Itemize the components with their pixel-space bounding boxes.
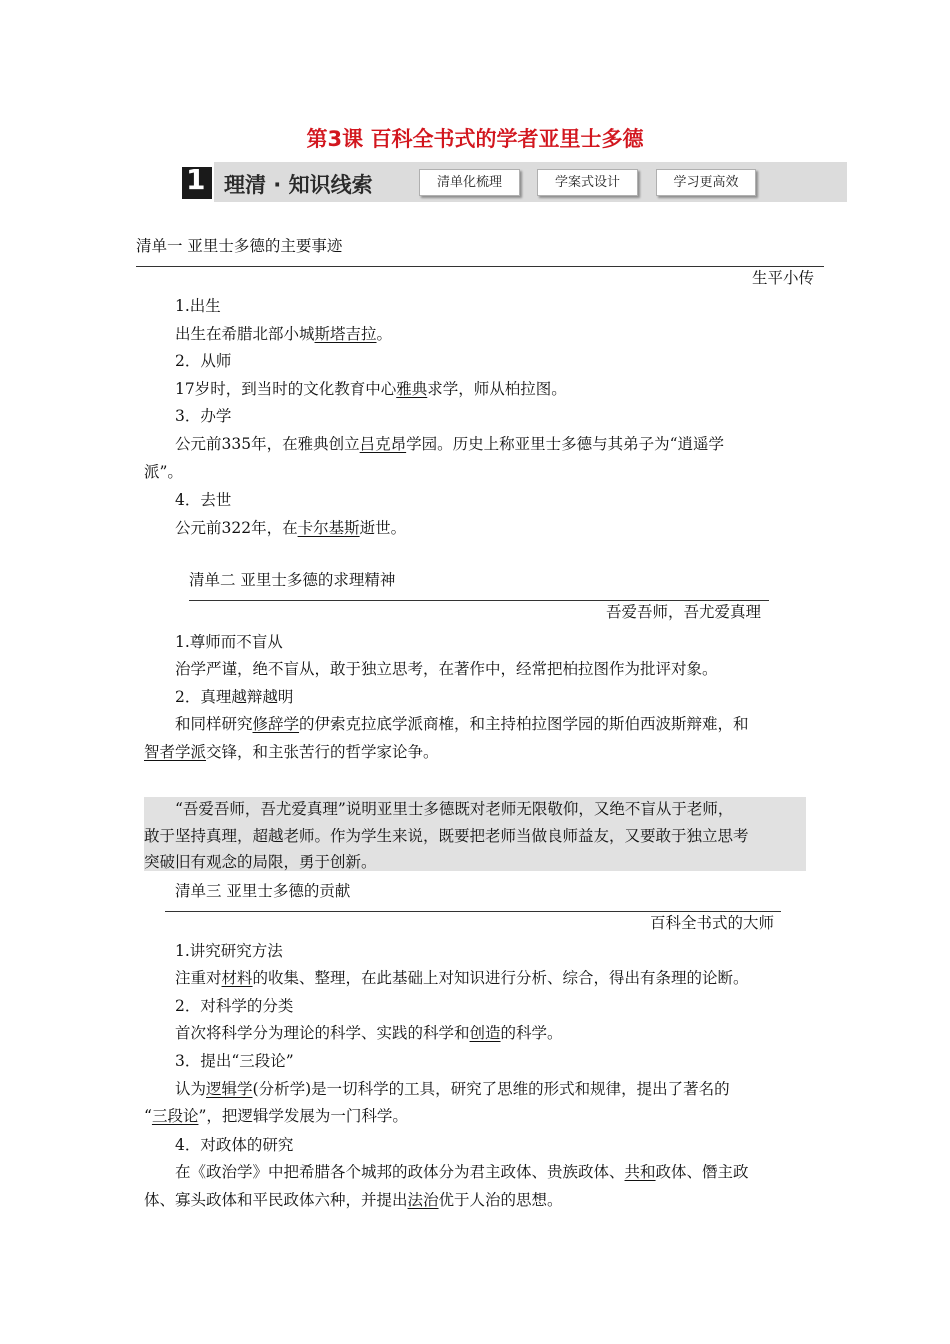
item-text: 17岁时，到当时的文化教育中心雅典求学，师从柏拉图。: [175, 380, 567, 398]
section-3-rule: [165, 911, 781, 912]
item-text: 认为逻辑学(分析学)是一切科学的工具，研究了思维的形式和规律，提出了著名的: [175, 1080, 730, 1098]
section-2-heading: 清单二 亚里士多德的求理精神: [189, 571, 396, 589]
section-1-heading: 清单一 亚里士多德的主要事迹: [136, 237, 343, 255]
item-text-cont: 派”。: [144, 463, 183, 481]
item-text-cont: 智者学派交锋，和主张苦行的哲学家论争。: [144, 743, 439, 761]
item-title: 1.出生: [175, 297, 221, 315]
item-text: 公元前335年，在雅典创立吕克昂学园。历史上称亚里士多德与其弟子为“逍遥学: [175, 435, 725, 453]
banner-number-badge: [178, 162, 214, 202]
banner-number: 1: [186, 163, 206, 196]
item-title: 4．对政体的研究: [175, 1136, 294, 1154]
callout-line: “吾爱吾师，吾尤爱真理”说明亚里士多德既对老师无限敬仰，又绝不盲从于老师，: [175, 800, 734, 818]
section-2-rule: [189, 600, 769, 601]
section-3-subtitle: 百科全书式的大师: [649, 914, 774, 932]
section-1-subtitle: 生平小传: [751, 269, 814, 287]
item-title: 3．办学: [175, 407, 232, 425]
callout-line: 突破旧有观念的局限，勇于创新。: [144, 853, 377, 871]
item-title: 2．对科学的分类: [175, 997, 294, 1015]
item-text: 出生在希腊北部小城斯塔吉拉。: [175, 325, 393, 343]
item-title: 2．从师: [175, 352, 232, 370]
item-text: 在《政治学》中把希腊各个城邦的政体分为君主政体、贵族政体、共和政体、僭主政: [175, 1163, 749, 1181]
checklist-button[interactable]: 清单化梳理: [419, 169, 520, 196]
item-title: 4．去世: [175, 491, 232, 509]
section-2-subtitle: 吾爱吾师，吾尤爱真理: [605, 603, 761, 621]
item-text: 公元前322年，在卡尔基斯逝世。: [175, 519, 407, 537]
item-text-cont: “三段论”，把逻辑学发展为一门科学。: [144, 1107, 408, 1125]
item-title: 1.尊师而不盲从: [175, 633, 283, 651]
item-title: 3．提出“三段论”: [175, 1052, 294, 1070]
item-text-cont: 体、寡头政体和平民政体六种，并提出法治优于人治的思想。: [144, 1191, 563, 1209]
section-3-heading: 清单三 亚里士多德的贡献: [175, 882, 351, 900]
callout-line: 敢于坚持真理，超越老师。作为学生来说，既要把老师当做良师益友，又要敢于独立思考: [144, 827, 749, 845]
banner-title: 理清 · 知识线索: [224, 173, 373, 197]
item-text: 首次将科学分为理论的科学、实践的科学和创造的科学。: [175, 1024, 563, 1042]
item-text: 和同样研究修辞学的伊索克拉底学派商榷，和主持柏拉图学园的斯伯西波斯辩难，和: [175, 715, 749, 733]
item-text: 治学严谨，绝不盲从，敢于独立思考，在著作中，经常把柏拉图作为批评对象。: [175, 660, 718, 678]
item-title: 1.讲究研究方法: [175, 942, 283, 960]
section-1-rule: [136, 266, 824, 267]
item-text: 注重对材料的收集、整理，在此基础上对知识进行分析、综合，得出有条理的论断。: [175, 969, 749, 987]
study-design-button[interactable]: 学案式设计: [537, 169, 638, 196]
efficient-study-button[interactable]: 学习更高效: [656, 169, 756, 196]
item-title: 2．真理越辩越明: [175, 688, 294, 706]
lesson-title: 第3课 百科全书式的学者亚里士多德: [306, 127, 644, 151]
